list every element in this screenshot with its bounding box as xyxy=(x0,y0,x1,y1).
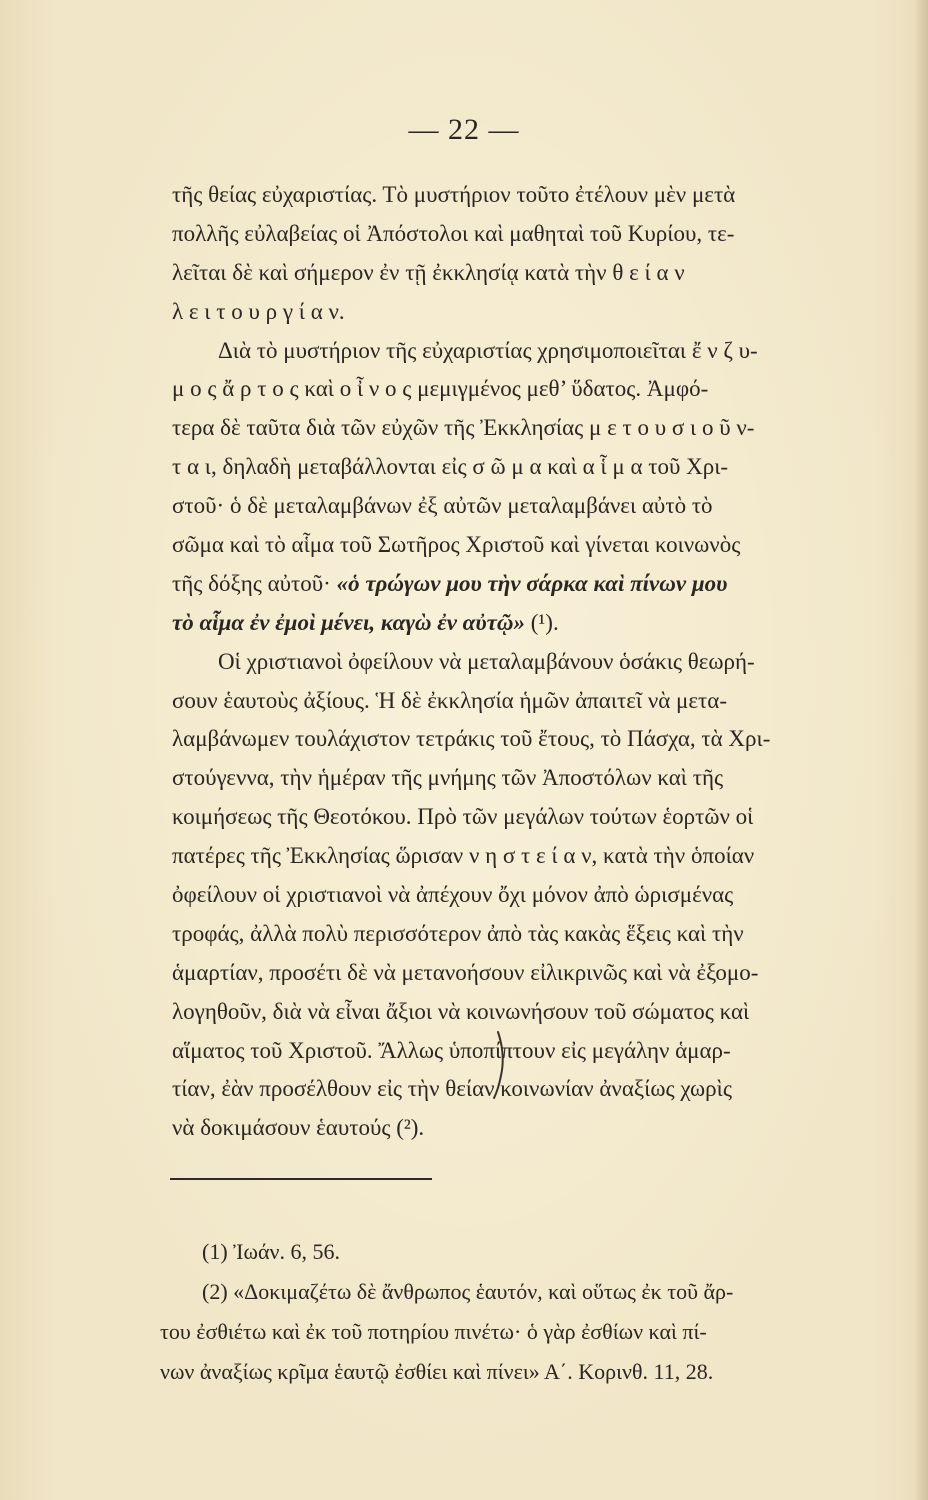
text-line: Οἱ χριστιανοὶ ὀφείλουν νὰ μεταλαμβάνουν ὁσάκις θεωρή- xyxy=(218,648,755,674)
text-span: τῆς δόξης αὐτοῦ· xyxy=(172,570,331,596)
text-line xyxy=(172,565,928,604)
text-line: σουν ἑαυτοὺς ἀξίους. Ἡ δὲ ἐκκλησία ἡμῶν ἀπαιτεῖ νὰ μετα- xyxy=(172,687,727,713)
text-line: λεῖται δὲ καὶ σήμερον ἐν τῇ ἐκκλησίᾳ κατὰ τὴν θ ε ί α ν xyxy=(172,259,685,285)
text-line: αἵματος τοῦ Χριστοῦ. Ἄλλως ὑποπίπτουν εἰς μεγάλην ἁμαρ- xyxy=(172,1037,731,1063)
text-line xyxy=(172,604,928,643)
text-line: πατέρες τῆς Ἐκκλησίας ὥρισαν ν η σ τ ε ί α ν, κατὰ τὴν ὁποίαν xyxy=(172,843,755,869)
text-line: τροφάς, ἀλλὰ πολὺ περισσότερον ἀπὸ τὰς κακὰς ἕξεις καὶ τὴν xyxy=(172,920,744,946)
text-line: τίαν, ἐὰν προσέλθουν εἰς τὴν θείαν κοινωνίαν ἀναξίως χωρὶς xyxy=(172,1076,732,1102)
body-text xyxy=(172,176,928,1148)
text-line: τερα δὲ ταῦτα διὰ τῶν εὐχῶν τῆς Ἐκκλησίας μ ε τ ο υ σ ι ο ῦ ν- xyxy=(172,415,755,441)
footnote-line: (2) «Δοκιμαζέτω δὲ ἄνθρωπος ἑαυτόν, καὶ οὕτως ἐκ τοῦ ἄρ- xyxy=(202,1279,734,1304)
text-line: τῆς θείας εὐχαριστίας. Τὸ μυστήριον τοῦτο ἐτέλουν μὲν μετὰ xyxy=(172,182,736,207)
footnote-line: νων ἀναξίως κρῖμα ἑαυτῷ ἐσθίει καὶ πίνει» Α΄. Κορινθ. 11, 28. xyxy=(160,1359,714,1384)
text-line: σῶμα καὶ τὸ αἷμα τοῦ Σωτῆρος Χριστοῦ καὶ γίνεται κοινωνὸς xyxy=(172,532,741,558)
text-line: μ ο ς ἄ ρ τ ο ς καὶ ο ἶ ν ο ς μεμιγμένος μεθ’ ὕδατος. Ἀμφό- xyxy=(172,376,709,402)
footnote-divider xyxy=(170,1178,432,1180)
footnote-line: (1) Ἰωάν. 6, 56. xyxy=(202,1239,340,1264)
footnotes xyxy=(160,1232,928,1392)
text-line: ἁμαρτίαν, προσέτι δὲ νὰ μετανοήσουν εἰλικρινῶς καὶ νὰ ἐξομο- xyxy=(172,959,759,985)
text-line: στούγεννα, τὴν ἡμέραν τῆς μνήμης τῶν Ἀποστόλων καὶ τῆς xyxy=(172,765,724,791)
text-line: λ ε ι τ ο υ ρ γ ί α ν. xyxy=(172,298,345,324)
text-line: πολλῆς εὐλαβείας οἱ Ἀπόστολοι καὶ μαθηταὶ τοῦ Κυρίου, τε- xyxy=(172,220,735,246)
text-line: λαμβάνωμεν τουλάχιστον τετράκις τοῦ ἔτους, τὸ Πάσχα, τὰ Χρι- xyxy=(172,726,771,752)
text-line: λογηθοῦν, διὰ νὰ εἶναι ἄξιοι νὰ κοινωνήσουν τοῦ σώματος καὶ xyxy=(172,998,750,1024)
footnote-ref: (¹). xyxy=(530,609,559,635)
text-line: ὀφείλουν οἱ χριστιανοὶ νὰ ἀπέχουν ὄχι μόνον ἀπὸ ὡρισμένας xyxy=(172,882,734,908)
pencil-mark-icon xyxy=(488,1030,518,1100)
scripture-quote: «ὁ τρώγων μου τὴν σάρκα καὶ πίνων μου xyxy=(336,570,728,596)
text-line: κοιμήσεως τῆς Θεοτόκου. Πρὸ τῶν μεγάλων τούτων ἑορτῶν οἱ xyxy=(172,804,754,830)
page-number: — 22 — xyxy=(408,113,520,146)
text-line: Διὰ τὸ μυστήριον τῆς εὐχαριστίας χρησιμοποιεῖται ἔ ν ζ υ- xyxy=(218,337,758,363)
scripture-quote-end: τὸ αἷμα ἐν ἐμοὶ μένει, καγὼ ἐν αὐτῷ» xyxy=(172,609,525,635)
footnote-line: του ἐσθιέτω καὶ ἐκ τοῦ ποτηρίου πινέτω· ὁ γὰρ ἐσθίων καὶ πί- xyxy=(160,1319,707,1344)
text-line: στοῦ· ὁ δὲ μεταλαμβάνων ἐξ αὐτῶν μεταλαμβάνει αὐτὸ τὸ xyxy=(172,493,713,519)
text-line: τ α ι, δηλαδὴ μεταβάλλονται εἰς σ ῶ μ α καὶ α ἷ μ α τοῦ Χρι- xyxy=(172,454,729,480)
text-line: νὰ δοκιμάσουν ἑαυτούς (²). xyxy=(172,1115,425,1141)
